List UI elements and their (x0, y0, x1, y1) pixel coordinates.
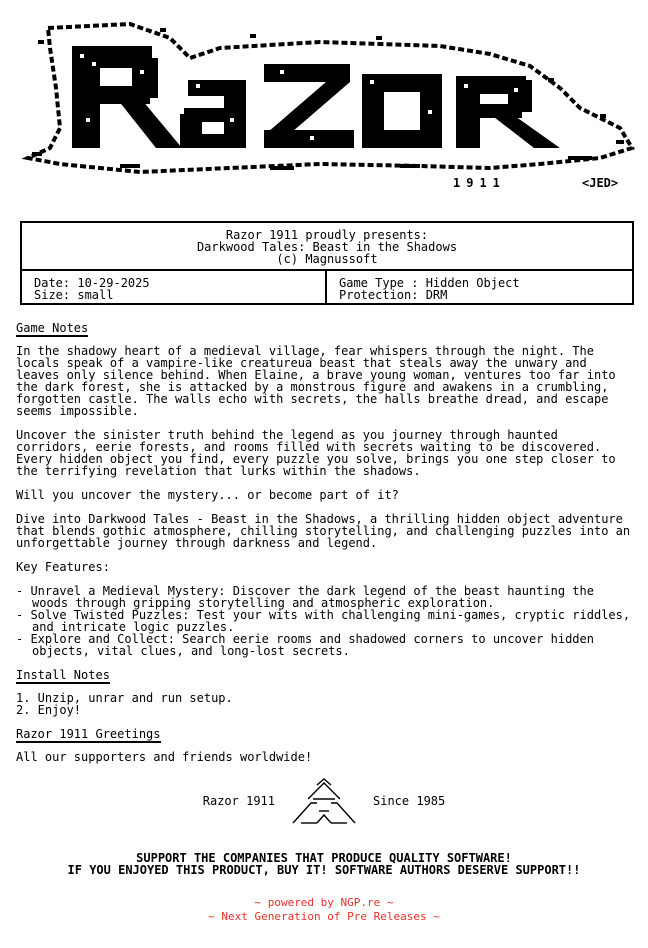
feature-item: - Solve Twisted Puzzles: Test your wits with challenging mini-games, cryptic riddles, and intricate logic puzzles. (16, 608, 631, 634)
support-line-2: IF YOU ENJOYED THIS PRODUCT, BUY IT! SOFTWARE AUTHORS DESERVE SUPPORT!! (67, 863, 581, 877)
logo-number: 1911 (453, 176, 506, 190)
ngp-tagline (0, 910, 648, 924)
copyright-line: (c) Magnussoft (276, 252, 378, 266)
notes-paragraph-4: Dive into Darkwood Tales - Beast in the Shadows, a thrilling hidden object adventure that blends gothic atmosphere, chilling storytelling, and challenging puzzles into an unforgettable journey through darkness and legend. (16, 512, 631, 550)
game-title: Darkwood Tales: Beast in the Shadows (196, 240, 458, 254)
nfo-content (16, 322, 632, 825)
greetings-text: All our supporters and friends worldwide! (16, 750, 313, 764)
release-date: Date: 10-29-2025 (34, 276, 150, 290)
release-details (22, 271, 632, 303)
feature-item: - Unravel a Medieval Mystery: Discover the dark legend of the beast haunting the woods through gripping storytelling and atmospheric exploration. (16, 584, 594, 610)
protection: Protection: DRM (339, 288, 448, 302)
powered-by-line (0, 896, 648, 910)
release-details-left (22, 271, 327, 303)
install-step: 1. Unzip, unrar and run setup. (16, 691, 233, 705)
game-type: Game Type : Hidden Object (339, 276, 520, 290)
game-notes-heading: Game Notes (16, 321, 89, 335)
feature-list (16, 585, 632, 657)
logo-credit: <JED> (582, 176, 619, 190)
release-size: Size: small (34, 288, 114, 302)
feature-item: - Explore and Collect: Search eerie rooms and shadowed corners to uncover hidden objects, vital clues, and long-lost secrets. (16, 632, 594, 658)
release-info-box (20, 221, 634, 305)
notes-paragraph-1: In the shadowy heart of a medieval village, fear whispers through the night. The locals speak of a vampire-like creatureua beast that steals away the unwary and leaves only silence behind. When Elaine, a brave young woman, ventures too far into the dark forest, she is attacked by a monstrous figure and awakens in a crumbling, forgotten castle. The walls echo with secrets, the halls breathe dread, and escape seems impossible. (16, 344, 616, 418)
ngp-tagline-text: ~ Next Generation of Pre Releases ~ (208, 910, 440, 923)
powered-by-text: ~ powered by NGP.re ~ (254, 896, 394, 909)
notes-paragraph-2: Uncover the sinister truth behind the legend as you journey through haunted corridors, eerie forests, and rooms filled with secrets waiting to be discovered. Every hidden object you find, every puzzle you solve, brings you one step closer to the terrifying revelation that lurks within the shadows. (16, 428, 616, 478)
razor-triangle-icon (291, 777, 357, 825)
presents-line: Razor 1911 proudly presents: (225, 228, 429, 242)
greetings-heading: Razor 1911 Greetings (16, 727, 161, 741)
razor-logo (20, 18, 636, 190)
release-header (22, 223, 632, 271)
release-details-right (327, 271, 632, 303)
key-features-heading: Key Features: (16, 560, 110, 574)
notes-paragraph-3: Will you uncover the mystery... or become part of it? (16, 488, 399, 502)
install-notes-heading: Install Notes (16, 668, 110, 682)
triangle-left-text: Razor 1911 (202, 794, 275, 808)
razor-triangle-row (16, 777, 632, 825)
razor-logo-art (20, 18, 636, 178)
support-line-1: SUPPORT THE COMPANIES THAT PRODUCE QUALITY SOFTWARE! (136, 851, 512, 865)
triangle-right-text: Since 1985 (373, 794, 446, 808)
install-step: 2. Enjoy! (16, 703, 82, 717)
